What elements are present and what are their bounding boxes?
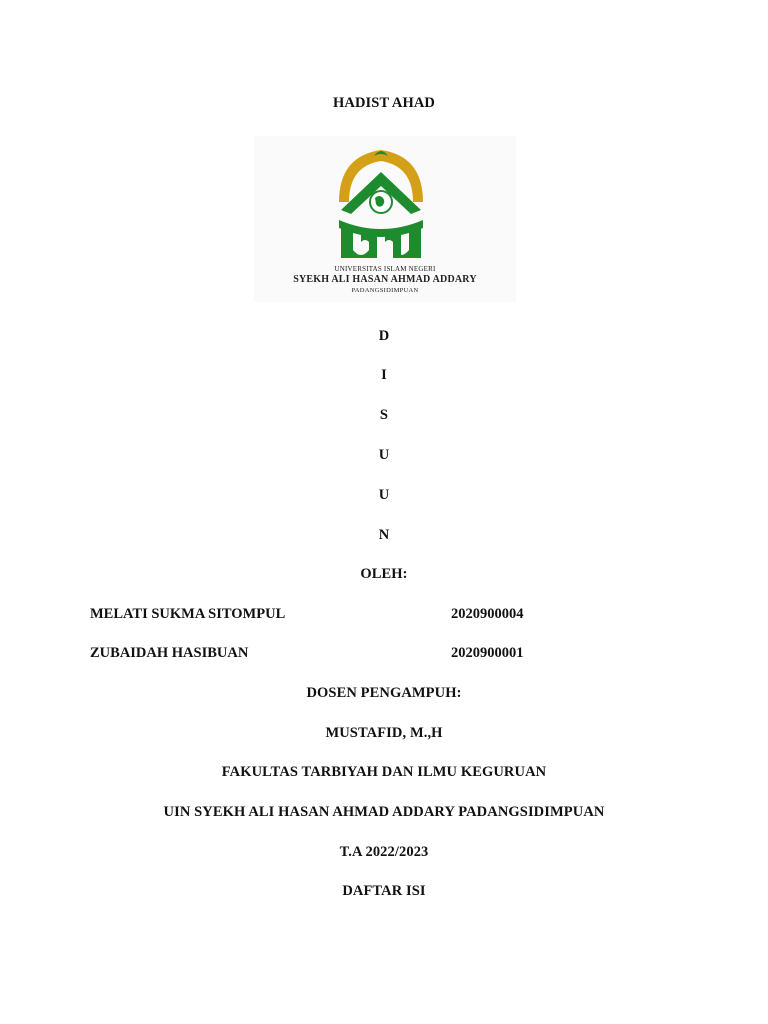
disusun-letter: S [379, 407, 389, 423]
disusun-letter: N [378, 527, 390, 543]
dosen-name: MUSTAFID, M.,H [325, 725, 443, 741]
disusun-letter: D [378, 328, 390, 344]
oleh-label: OLEH: [360, 566, 408, 582]
logo-text-line3: PADANGSIDIMPUAN [351, 287, 419, 294]
document-title: HADIST AHAD [333, 95, 435, 111]
disusun-letter: U [378, 487, 390, 503]
fakultas-name: FAKULTAS TARBIYAH DAN ILMU KEGURUAN [221, 764, 547, 780]
member-name: ZUBAIDAH HASIBUAN [90, 645, 249, 661]
member-nim: 2020900001 [451, 645, 524, 661]
disusun-letter: U [378, 447, 390, 463]
logo-text-line2: SYEKH ALI HASAN AHMAD ADDARY [293, 274, 477, 285]
university-logo-icon [331, 142, 431, 262]
daftar-isi-heading: DAFTAR ISI [342, 883, 426, 899]
member-name: MELATI SUKMA SITOMPUL [90, 606, 286, 622]
member-nim: 2020900004 [451, 606, 524, 622]
dosen-label: DOSEN PENGAMPUH: [306, 685, 462, 701]
logo-text-line1: UNIVERSITAS ISLAM NEGERI [334, 265, 436, 273]
university-name: UIN SYEKH ALI HASAN AHMAD ADDARY PADANGSIDIMPUAN [163, 804, 605, 820]
disusun-letter: I [381, 367, 387, 383]
academic-year: T.A 2022/2023 [339, 844, 429, 860]
